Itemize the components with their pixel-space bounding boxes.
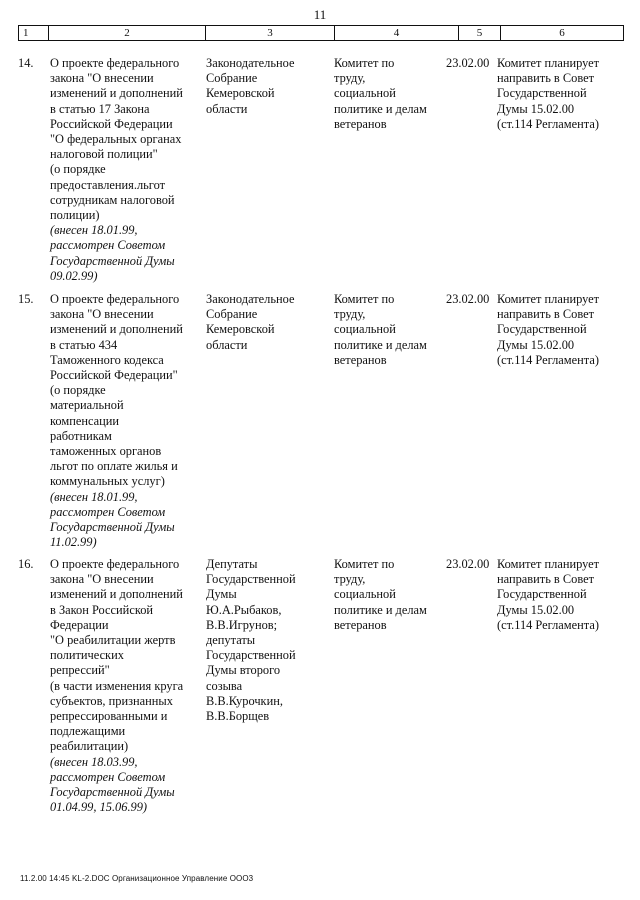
page-number: 11 xyxy=(313,7,327,22)
entry-number: 15. xyxy=(18,292,34,306)
column-header-6: 6 xyxy=(559,27,565,39)
column-header-2: 2 xyxy=(49,26,206,40)
document-footer: 11.2.00 14:45 KL-2.DOC Организационное Управление ООО3 xyxy=(20,874,254,883)
submission-note: (внесен 18.01.99, рассмотрен Советом Государственной Думы 09.02.99) xyxy=(50,223,175,283)
entry-number: 14. xyxy=(18,56,34,70)
entry-date: 23.02.00 xyxy=(446,292,490,306)
entry-date: 23.02.00 xyxy=(446,56,490,70)
bill-initiator: Законодательное Собрание Кемеровской области xyxy=(206,292,295,352)
entry-number: 16. xyxy=(18,557,34,571)
committee-plan: Комитет планирует направить в Совет Государственной Думы 15.02.00 (ст.114 Регламента) xyxy=(497,56,600,131)
responsible-committee: Комитет по труду, социальной политике и делам ветеранов xyxy=(334,292,427,367)
committee-plan: Комитет планирует направить в Совет Государственной Думы 15.02.00 (ст.114 Регламента) xyxy=(497,292,600,367)
bill-title xyxy=(50,557,202,815)
bill-title-text: О проекте федерального закона "О внесении изменений и дополнений в статью 434 Таможенного кодекса Российской Федерации" (о порядке материальной компенсации работникам таможенных органов льгот по оплате жилья и коммунальных услуг) xyxy=(50,292,183,489)
table-header-row xyxy=(18,25,624,41)
bill-initiator: Депутаты Государственной Думы Ю.А.Рыбаков, В.В.Игрунов; депутаты Государственной Думы второго созыва В.В.Курочкин, В.В.Борщев xyxy=(206,557,296,724)
column-header-4: 4 xyxy=(335,26,459,40)
column-header-5: 5 xyxy=(459,26,501,40)
submission-note: (внесен 18.01.99, рассмотрен Советом Государственной Думы 11.02.99) xyxy=(50,489,175,550)
responsible-committee: Комитет по труду, социальной политике и делам ветеранов xyxy=(334,557,427,632)
bill-title-text: О проекте федерального закона "О внесении изменений и дополнений в статью 17 Закона Российской Федерации "О федеральных органах налоговой полиции" (о порядке предоставления.льгот сотрудникам налоговой полиции) xyxy=(50,56,183,223)
column-header-3: 3 xyxy=(206,26,335,40)
bill-title xyxy=(50,292,202,550)
bill-initiator: Законодательное Собрание Кемеровской области xyxy=(206,56,295,116)
committee-plan: Комитет планирует направить в Совет Государственной Думы 15.02.00 (ст.114 Регламента) xyxy=(497,557,600,632)
column-header-1: 1 xyxy=(19,26,49,40)
entry-date: 23.02.00 xyxy=(446,557,490,571)
bill-title xyxy=(50,56,202,284)
bill-title-text: О проекте федерального закона "О внесении изменений и дополнений в Закон Российской Федерации "О реабилитации жертв политических репрессий" (в части изменения круга субъектов, признанных репрессированными и подлежащими реабилитации) xyxy=(50,557,184,754)
submission-note: (внесен 18.03.99, рассмотрен Советом Государственной Думы 01.04.99, 15.06.99) xyxy=(50,754,175,815)
responsible-committee: Комитет по труду, социальной политике и делам ветеранов xyxy=(334,56,427,131)
